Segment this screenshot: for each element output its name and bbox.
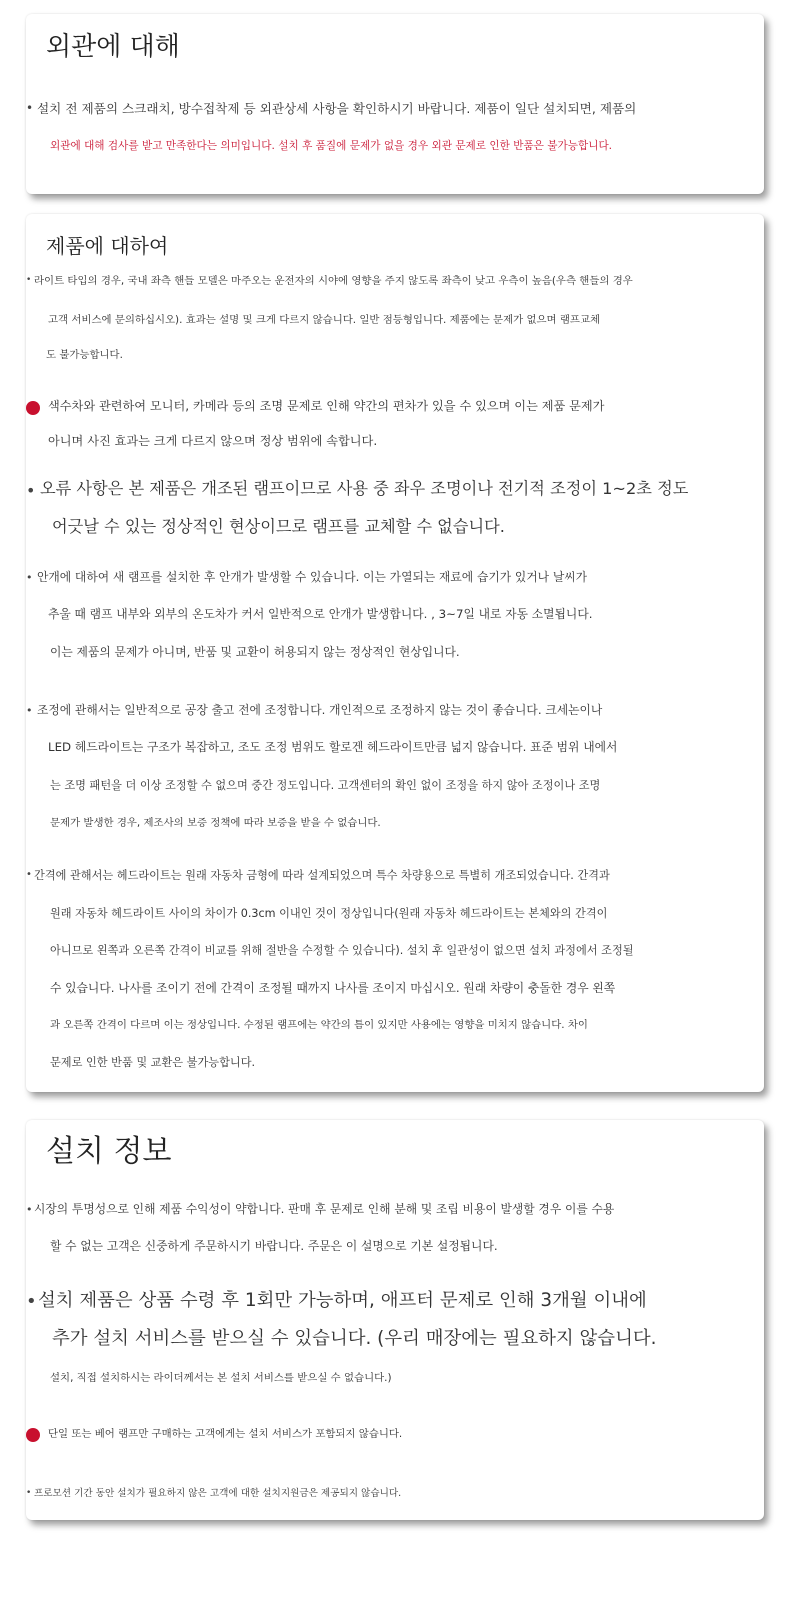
paragraph-line-large: 어긋날 수 있는 정상적인 현상이므로 램프를 교체할 수 없습니다. [52, 517, 505, 536]
paragraph-line: 아니며 사진 효과는 크게 다르지 않으며 정상 범위에 속합니다. [48, 434, 378, 448]
bullet: • [26, 869, 32, 880]
paragraph-line: 라이트 타입의 경우, 국내 좌측 핸들 모델은 마주오는 운전자의 시야에 영향을 주지 않도록 좌측이 낮고 우측이 높음(우측 핸들의 경우 [34, 275, 633, 287]
paragraph-line: 설치 전 제품의 스크래치, 방수접착제 등 외관상세 사항을 확인하시기 바랍니다. 제품이 일단 설치되면, 제품의 [37, 101, 637, 116]
bullet: • [26, 1488, 32, 1498]
paragraph-line: 원래 자동차 헤드라이트 사이의 차이가 0.3cm 이내인 것이 정상입니다(원래 자동차 헤드라이트는 본체와의 간격이 [50, 907, 608, 920]
paragraph-line: 색수차와 관련하여 모니터, 카메라 등의 조명 문제로 인해 약간의 편차가 있을 수 있으며 이는 제품 문제가 [48, 399, 605, 413]
paragraph-line: 과 오른쪽 간격이 다르며 이는 정상입니다. 수정된 램프에는 약간의 틈이 있지만 사용에는 영향을 미치지 않습니다. 차이 [50, 1019, 588, 1031]
bullet: • [26, 275, 32, 285]
bullet: • [26, 571, 33, 584]
paragraph-line-large: 설치 제품은 상품 수령 후 1회만 가능하며, 애프터 문제로 인해 3개월 이내에 [38, 1290, 647, 1311]
paragraph-line: 고객 서비스에 문의하십시오). 효과는 설명 및 크게 다르지 않습니다. 일반 점등형입니다. 제품에는 문제가 없으며 램프교체 [48, 314, 601, 326]
paragraph-line-highlight: 외관에 대해 검사를 받고 만족한다는 의미입니다. 설치 후 품질에 문제가 없을 경우 외관 문제로 인한 반품은 불가능합니다. [50, 140, 613, 152]
bullet: • [26, 481, 36, 500]
section-product-card [26, 214, 764, 1092]
paragraph-line: 프로모션 기간 동안 설치가 필요하지 않은 고객에 대한 설치지원금은 제공되지 않습니다. [34, 1488, 402, 1499]
paragraph-line: 시장의 투명성으로 인해 제품 수익성이 약합니다. 판매 후 문제로 인해 분해 및 조립 비용이 발생할 경우 이를 수용 [34, 1202, 615, 1216]
paragraph-line: 조정에 관해서는 일반적으로 공장 출고 전에 조정합니다. 개인적으로 조정하지 않는 것이 좋습니다. 크세논이나 [37, 703, 603, 717]
paragraph-line: 설치, 직접 설치하시는 라이더께서는 본 설치 서비스를 받으실 수 없습니다.) [50, 1372, 392, 1384]
bullet: • [26, 704, 33, 717]
red-dot-marker [26, 1428, 40, 1442]
section-title: 제품에 대하여 [46, 234, 169, 258]
section-appearance-card [26, 14, 764, 194]
red-dot-marker [26, 401, 40, 415]
paragraph-line: 간격에 관해서는 헤드라이트는 원래 자동차 금형에 따라 설계되었으며 특수 차량용으로 특별히 개조되었습니다. 간격과 [34, 869, 610, 882]
paragraph-line: 추울 때 램프 내부와 외부의 온도차가 커서 일반적으로 안개가 발생합니다. , 3~7일 내로 자동 소멸됩니다. [48, 607, 593, 621]
paragraph-line: 도 불가능합니다. [46, 349, 123, 361]
paragraph-line: 는 조명 패턴을 더 이상 조정할 수 없으며 중간 정도입니다. 고객센터의 확인 없이 조정을 하지 않아 조정이나 조명 [50, 779, 601, 792]
paragraph-line: 아니므로 왼쪽과 오른쪽 간격이 비교를 위해 절반을 수정할 수 있습니다). 설치 후 일관성이 없으면 설치 과정에서 조정될 [50, 944, 634, 957]
paragraph-line: 이는 제품의 문제가 아니며, 반품 및 교환이 허용되지 않는 정상적인 현상입니다. [50, 645, 460, 659]
paragraph-line: 안개에 대하여 새 램프를 설치한 후 안개가 발생할 수 있습니다. 이는 가열되는 재료에 습기가 있거나 날씨가 [37, 570, 588, 584]
paragraph-line-large: 오류 사항은 본 제품은 개조된 램프이므로 사용 중 좌우 조명이나 전기적 조정이 1~2초 정도 [40, 479, 689, 498]
paragraph-line: LED 헤드라이트는 구조가 복잡하고, 조도 조정 범위도 할로겐 헤드라이트만큼 넓지 않습니다. 표준 범위 내에서 [48, 740, 618, 754]
paragraph-line-large: 추가 설치 서비스를 받으실 수 있습니다. (우리 매장에는 필요하지 않습니다. [52, 1328, 657, 1349]
paragraph-line: 할 수 없는 고객은 신중하게 주문하시기 바랍니다. 주문은 이 설명으로 기본 설정됩니다. [50, 1239, 498, 1253]
section-installation-card [26, 1120, 764, 1520]
section-title: 설치 정보 [46, 1134, 172, 1169]
paragraph-line: 단일 또는 베어 램프만 구매하는 고객에게는 설치 서비스가 포함되지 않습니다. [48, 1428, 403, 1440]
section-title: 외관에 대해 [46, 32, 180, 62]
bullet: • [26, 1291, 37, 1312]
bullet: • [26, 1203, 33, 1216]
paragraph-line: 수 있습니다. 나사를 조이기 전에 간격이 조정될 때까지 나사를 조이지 마십시오. 원래 차량이 충돌한 경우 왼쪽 [50, 981, 616, 995]
bullet: • [26, 101, 34, 115]
paragraph-line: 문제로 인한 반품 및 교환은 불가능합니다. [50, 1056, 256, 1069]
paragraph-line: 문제가 발생한 경우, 제조사의 보증 정책에 따라 보증을 받을 수 없습니다. [50, 817, 381, 829]
